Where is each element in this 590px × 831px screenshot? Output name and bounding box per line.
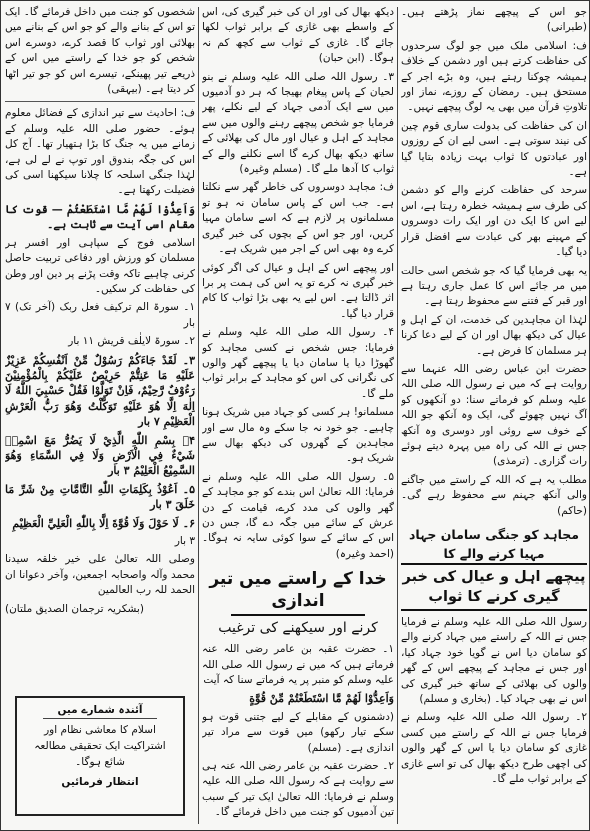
paragraph: ۱۔ حضرت عقبہ بن عامر رضی اللہ عنہ فرماتے ہیں کہ میں نے رسول اللہ صلی اللہ علیہ وسلم کو منبر پر یہ فرماتے سنا کہ آیت bbox=[202, 643, 394, 687]
paragraph: (دشمنوں کے مقابلے کے لیے جتنی قوت ہو سکے تیار رکھو) میں قوت سے مراد تیر اندازی ہے۔ (مسلم) bbox=[202, 710, 394, 754]
list-item: ۴۔ بِسْمِ اللّٰهِ الَّذِيْ لَا يَضُرُّ مَعَ اسْمِهٖ شَيْءٌ فِي الْاَرْضِ وَلَا فِي السَّمَاءِ وَهُوَ السَّمِيْعُ الْعَلِيْمُ ۳ بار bbox=[5, 433, 195, 478]
paragraph: رسول اللہ صلی اللہ علیہ وسلم نے فرمایا جس نے اللہ کے راستے میں جہاد کرنے والے کو سامان دیا اس نے گویا خود جہاد کیا، اور جس نے مجاہد کے پیچھے اس کے گھر والوں کی بھلائی کے ساتھ خبر گیری کی اس نے بھی جہاد کیا۔ (بخاری و مسلم) bbox=[401, 616, 587, 706]
right-column bbox=[401, 5, 587, 826]
quran-verse: وَاَعِدُّوْا لَهُمْ مَّا اسْتَطَعْتُمْ — قوت کا مقام اسی آیت سے ثابت ہے۔ bbox=[5, 202, 195, 232]
heading-line: مجاہد کو جنگی سامان جہاد مہیا کرنے والے کا bbox=[408, 527, 580, 561]
divider bbox=[5, 101, 195, 102]
paragraph: ۵۔ رسول اللہ صلی اللہ علیہ وسلم نے فرمایا: اللہ تعالیٰ اس بندے کو جو مجاہد کے گھر والوں کی مدد کرے، قیامت کے دن عرش کے سائے میں جگہ دے گا، جس دن اس کے سائے کے سوا کوئی سایہ نہ ہوگا۔ (احمد وغیرہ) bbox=[202, 470, 394, 560]
paragraph: لہٰذا ان مجاہدین کی خدمت، ان کے اہل و عیال کی دیکھ بھال اور ان کے لیے دعا کرنا ہر مسلمان کا فرض ہے۔ bbox=[401, 313, 587, 357]
paragraph: مسلمانو! ہر کسی کو جہاد میں شریک ہونا چاہیے۔ جو خود نہ جا سکے وہ مال سے اور مجاہدین کے گھروں کی دیکھ بھال سے شریک ہو۔ bbox=[202, 406, 394, 465]
paragraph: شخصوں کو جنت میں داخل فرمائے گا۔ ایک تو اس کے بنانے والے کو جو اس کے بنانے میں بھلائی اور ثواب کا قصد کرے، دوسرے اس شخص کو جو خدا کے راستے میں اس کے ذریعے تیر پھینکے، تیسرے اس کو جو تیر اٹھا کر دیتا ہے۔ (بیہقی) bbox=[5, 6, 195, 96]
heading-line: خدا کے راستے میں تیر اندازی bbox=[209, 569, 387, 612]
upcoming-issue-notice bbox=[15, 696, 185, 816]
paragraph: اور پیچھے اس کے اہل و عیال کی اگر کوئی خبر گیری نہ کرے تو یہ اس کی ہمت پر برا اثر ڈالتا ہے۔ اس لیے یہ بھی بڑا ثواب کا کام قرار دیا گیا۔ bbox=[202, 261, 394, 320]
heading-line: پیچھے اہل و عیال کی خبر گیری کرنے کا ثواب bbox=[401, 563, 587, 611]
paragraph: دیکھ بھال کی اور ان کی خبر گیری کی، اس کے واسطے بھی غازی کے برابر ثواب لکھا جائے گا۔ غازی کے ثواب سے کچھ کم نہ ہوگا۔ (ابن حبان) bbox=[202, 6, 394, 65]
notice-title: آئندہ شمارے میں bbox=[43, 702, 157, 719]
middle-column bbox=[202, 5, 394, 826]
paragraph: یہ بھی فرمایا گیا کہ جو شخص اسی حالت میں مر جائے اس کا عمل جاری رہتا ہے اور قبر کے فتنے سے محفوظ رہتا ہے۔ bbox=[401, 264, 587, 308]
list-item: ۲۔ سورۃ لایلٰف قریش ۱۱ بار bbox=[68, 335, 195, 348]
paragraph: ف: مجاہد دوسروں کی خاطر گھر سے نکلتا ہے۔ جب اس کے پاس سامان نہ ہو تو مسلمانوں پر لازم ہے کہ اسے سامان مہیا کریں، اور جو اس کے بچوں کی خبر گیری کرے وہ بھی اس کے اجر میں شریک ہے۔ bbox=[202, 181, 394, 256]
paragraph: اسلامی فوج کے سپاہی اور افسر ہر مسلمان کو ورزش اور دفاعی تربیت حاصل کرنی چاہیے تاکہ وقت پڑنے پر دین اور وطن کی حفاظت کر سکیں۔ bbox=[5, 236, 195, 295]
section-heading bbox=[202, 568, 394, 638]
paragraph: ۳۔ رسول اللہ صلی اللہ علیہ وسلم نے بنو لحیان کے پاس پیغام بھیجا کہ ہر دو آدمیوں میں سے ایک آدمی جہاد کے لیے نکلے، پھر فرمایا جو شخص پیچھے رہنے والوں میں سے مجاہد کے اہل و عیال اور مال کی بھلائی کے ساتھ دیکھ بھال کرے گا اسے نکلنے والے کے ثواب کا آدھا ملے گا۔ (مسلم وغیرہ) bbox=[202, 70, 394, 176]
signature: (بشکریہ ترجمان الصدیق ملتان) bbox=[5, 602, 144, 615]
paragraph: ۲۔ رسول اللہ صلی اللہ علیہ وسلم نے فرمایا جس نے اللہ کے راستے میں کسی غازی کو سامان دیا یا اس کے گھر والوں کی اچھی طرح دیکھ بھال کی تو اسے غازی کے برابر ثواب ملے گا۔ bbox=[401, 711, 587, 786]
repeat-count: ۳ بار bbox=[174, 535, 195, 547]
paragraph: جو اس کے پیچھے نماز پڑھتے ہیں۔ (طبرانی) bbox=[401, 6, 587, 34]
column-divider bbox=[397, 7, 398, 824]
list-item: ۱۔ سورۃ الم ترکیف فعل ربک (آخر تک) ۷ بار bbox=[5, 301, 195, 329]
closing-dua: وصلی اللہ تعالیٰ علی خیر خلقہ سیدنا محمد وآلہ واصحابہ اجمعین، وآخر دعوانا ان الحمد للہ رب العالمین bbox=[5, 553, 195, 597]
paragraph: ۴۔ رسول اللہ صلی اللہ علیہ وسلم نے فرمایا: جس شخص نے کسی مجاہد کو گھوڑا دیا یا سامان دیا یا پیچھے گھر والوں کی نگرانی کی اس کو مجاہد کے برابر ثواب ملے گا۔ bbox=[202, 326, 394, 400]
paragraph: ۲۔ حضرت عقبہ بن عامر رضی اللہ عنہ ہی سے روایت ہے کہ رسول اللہ صلی اللہ علیہ وسلم نے فرمایا: اللہ تعالیٰ ایک تیر کے سبب تین آدمیوں کو جنت میں داخل فرمائے گا۔ bbox=[202, 760, 394, 819]
paragraph: ف: احادیث سے تیر اندازی کے فضائل معلوم ہوئے۔ حضور صلی اللہ علیہ وسلم کے زمانے میں یہ جنگ کا بڑا ہتھیار تھا۔ آج کل اس کی جگہ بندوق اور توپ نے لے لی ہے، لہٰذا جنگی اسلحہ کا چلانا سیکھنا اسی کی فضیلت رکھتا ہے۔ bbox=[5, 107, 195, 197]
notice-body: اسلام کا معاشی نظام اور اشتراکیت ایک تحقیقی مطالعہ شائع ہوگا۔ bbox=[34, 724, 166, 768]
paragraph: ان کی حفاظت کی بدولت ساری قوم چین کی نیند سوتی ہے۔ اسی لیے ان کے روزوں اور عبادتوں کا ثواب بہت زیادہ بتایا گیا ہے۔ bbox=[401, 119, 587, 179]
paragraph: ف: اسلامی ملک میں جو لوگ سرحدوں کی حفاظت کرتے ہیں اور دشمن کے خلاف ہمیشہ چوکنا رہتے ہیں، وہ بڑے اجر کے مستحق ہیں۔ رمضان کے روزے، نماز اور تلاوتِ قرآن میں بھی یہ لوگ پیچھے نہیں۔ bbox=[401, 39, 587, 114]
column-divider bbox=[198, 7, 199, 824]
notice-footer: انتظار فرمائیں bbox=[61, 776, 139, 788]
paragraph: حضرت ابن عباس رضی اللہ عنہما سے روایت ہے کہ میں نے رسول اللہ صلی اللہ علیہ وسلم کو فرماتے سنا: دو آنکھوں کو آگ نہیں چھوئے گی، ایک وہ آنکھ جو اللہ کے خوف سے روئی اور دوسری وہ آنکھ جس نے اللہ کی راہ میں پہرہ دیتے ہوئے رات گزاری۔ (ترمذی) bbox=[401, 362, 587, 468]
heading-line: کرنے اور سیکھنے کی ترغیب bbox=[218, 620, 378, 637]
list-item: ۶۔ لَا حَوْلَ وَلَا قُوَّةَ اِلَّا بِاللّٰهِ الْعَلِيِّ الْعَظِيْمِ bbox=[12, 516, 195, 530]
quran-verse: وَاَعِدُّوْا لَهُمْ مَّا اسْتَطَعْتُمْ مِّنْ قُوَّةٍ bbox=[249, 692, 394, 706]
list-item: ۳۔ لَقَدْ جَاءَكُمْ رَسُوْلٌ مِّنْ اَنْفُسِكُمْ عَزِيْزٌ عَلَيْهِ مَا عَنِتُّمْ حَرِيْصٌ عَلَيْكُمْ بِالْمُؤْمِنِيْنَ رَءُوْفٌ رَّحِيْمٌ، فَاِنْ تَوَلَّوْا فَقُلْ حَسْبِيَ اللّٰهُ لَا اِلٰهَ اِلَّا هُوَ عَلَيْهِ تَوَكَّلْتُ وَهُوَ رَبُّ الْعَرْشِ الْعَظِيْمِ ۷ بار bbox=[5, 353, 195, 429]
heading-underline bbox=[231, 614, 365, 616]
paragraph: سرحد کی حفاظت کرنے والے کو دشمن کی طرف سے ہمیشہ خطرہ رہتا ہے، اس لیے اس کا ایک دن اور ایک رات دوسروں کے مہینے بھر کی عبادت سے افضل قرار دیا گیا۔ bbox=[401, 184, 587, 259]
paragraph: مطلب یہ ہے کہ اللہ کے راستے میں جاگنے والی آنکھ جہنم سے محفوظ رہے گی۔ (حاکم) bbox=[401, 473, 587, 517]
section-heading bbox=[401, 525, 587, 611]
list-item: ۵۔ اَعُوْذُ بِكَلِمَاتِ اللّٰهِ التَّامَّاتِ مِنْ شَرِّ مَا خَلَقَ ۳ بار bbox=[5, 482, 195, 512]
